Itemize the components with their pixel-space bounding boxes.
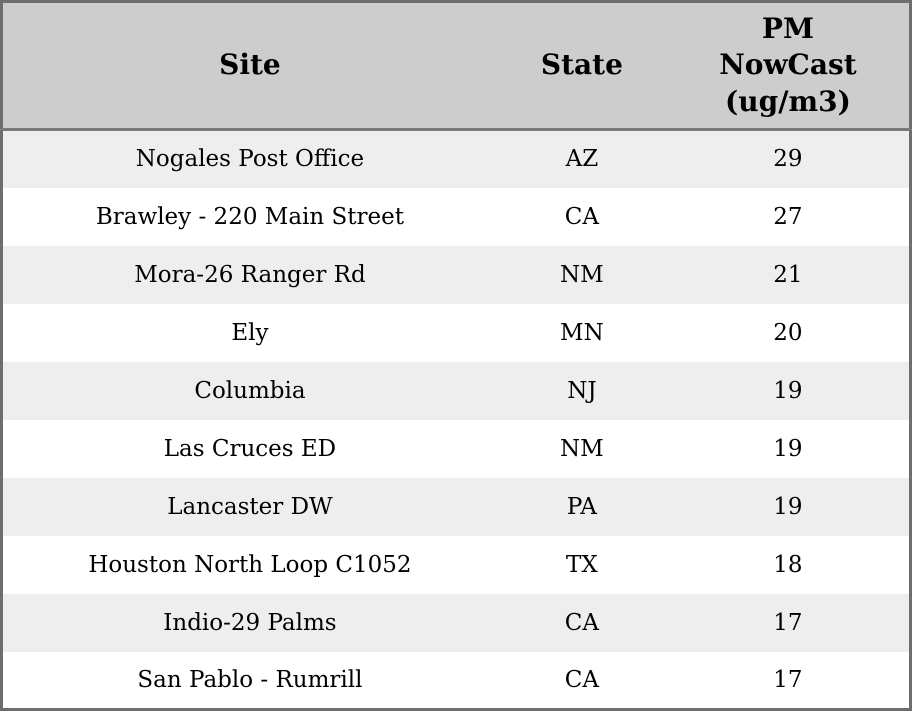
table-header [2, 2, 911, 130]
table-row [2, 536, 911, 594]
cell-state: NJ [567, 377, 597, 404]
cell-pm-nowcast-value: 21 [773, 261, 803, 288]
table-body [2, 130, 911, 710]
table-row [2, 246, 911, 304]
cell-site: Indio-29 Palms [163, 609, 337, 636]
header-row [2, 2, 911, 130]
cell-pm-nowcast-value: 29 [773, 146, 803, 173]
cell-site: Nogales Post Office [135, 146, 365, 173]
cell-state: CA [564, 609, 599, 636]
table-row [2, 594, 911, 652]
column-header-pm-nowcast [667, 2, 911, 130]
cell-pm-nowcast-value: 18 [773, 551, 803, 578]
column-header-state-label: State [540, 48, 623, 82]
cell-state: NM [560, 435, 604, 462]
column-header-site [2, 2, 497, 130]
column-header-state [497, 2, 667, 130]
cell-site: Las Cruces ED [163, 435, 337, 462]
table-row [2, 188, 911, 246]
column-header-site-label: Site [219, 48, 281, 82]
table-row [2, 362, 911, 420]
cell-state: AZ [565, 146, 599, 173]
cell-site: Columbia [194, 377, 306, 404]
cell-state: PA [566, 493, 597, 520]
cell-pm-nowcast-value: 27 [773, 203, 803, 230]
cell-site: Ely [231, 319, 269, 346]
column-header-pm-nowcast-label: PM NowCast (ug/m3) [719, 11, 857, 118]
cell-pm-nowcast-value: 19 [773, 435, 803, 462]
table-row [2, 652, 911, 710]
cell-state: TX [566, 551, 598, 578]
table-row [2, 304, 911, 362]
cell-pm-nowcast-value: 17 [773, 609, 803, 636]
cell-state: CA [564, 203, 599, 230]
cell-site: San Pablo - Rumrill [137, 666, 363, 693]
cell-state: NM [560, 261, 604, 288]
cell-site: Mora-26 Ranger Rd [134, 261, 366, 288]
table-row [2, 478, 911, 536]
cell-state: MN [560, 319, 604, 346]
cell-site: Houston North Loop C1052 [88, 551, 412, 578]
cell-pm-nowcast-value: 19 [773, 377, 803, 404]
cell-pm-nowcast-value: 19 [773, 493, 803, 520]
cell-site: Brawley - 220 Main Street [95, 203, 404, 230]
cell-state: CA [564, 666, 599, 693]
table-row [2, 420, 911, 478]
cell-pm-nowcast-value: 17 [773, 666, 803, 693]
table-row [2, 130, 911, 188]
cell-site: Lancaster DW [167, 493, 333, 520]
cell-pm-nowcast-value: 20 [773, 319, 803, 346]
